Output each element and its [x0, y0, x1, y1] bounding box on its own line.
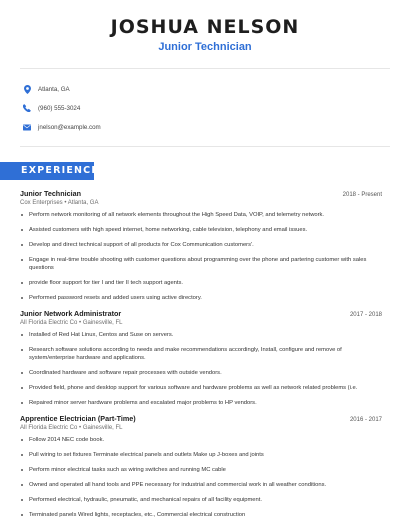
contact-email [20, 118, 390, 136]
job-location: Gainesville, FL [82, 425, 123, 431]
location-text: Atlanta, GA [38, 85, 70, 93]
job-dates: 2016 - 2017 [349, 417, 382, 423]
job-entry [20, 414, 382, 519]
separator-dot: • [79, 425, 83, 431]
contact-location [20, 80, 390, 98]
bullet-item: Provided field, phone and desktop support for various software and hardware problems as well as network related problems (i.e. [20, 384, 382, 392]
bullet-item: Pull wiring to set fixtures Terminate electrical panels and outlets Make up J-boxes and joints [20, 451, 382, 459]
job-bullets [20, 436, 382, 519]
bullet-item: Terminated panels Wired lights, receptacles, etc., Commercial electrical construction [20, 511, 382, 519]
job-company: Cox Enterprises [20, 200, 63, 206]
bullet-item: Coordinated hardware and software repair processes with outside vendors. [20, 369, 382, 377]
contact-info [20, 80, 390, 137]
job-company-line [20, 320, 382, 326]
bullet-item: provide floor support for tier I and tier II tech support agents. [20, 279, 382, 287]
bullet-item: Perform network monitoring of all network elements throughout the High Speed Data, VOIP, and telemetry network. [20, 211, 382, 219]
phone-text: (960) 555-3024 [38, 104, 81, 112]
job-location: Gainesville, FL [82, 320, 123, 326]
bullet-item: Perform minor electrical tasks such as wiring switches and running MC cable [20, 466, 382, 474]
mail-icon [23, 123, 31, 131]
job-dates: 2018 - Present [342, 192, 382, 198]
bullet-item: Follow 2014 NEC code book. [20, 436, 382, 444]
job-entry [20, 309, 382, 407]
job-bullets [20, 211, 382, 302]
job-company: All Florida Electric Co [20, 425, 78, 431]
job-entry [20, 189, 382, 302]
bullet-item: Owned and operated all hand tools and PPE necessary for industrial and commercial work in all weather conditions. [20, 481, 382, 489]
job-location: Atlanta, GA [67, 200, 99, 206]
divider [20, 146, 390, 147]
job-title: Junior Network Administrator [20, 309, 122, 318]
candidate-role: Junior Technician [158, 41, 252, 53]
job-company: All Florida Electric Co [20, 320, 78, 326]
bullet-item: Repaired minor server hardware problems and escalated major problems to HP vendors. [20, 399, 382, 407]
resume-header [0, 0, 410, 53]
section-heading-experience: EXPERIENCE [0, 162, 94, 180]
job-dates: 2017 - 2018 [349, 312, 382, 318]
bullet-item: Engage in real-time trouble shooting with customer questions about programming over the phone and partering customer with sales questions [20, 256, 382, 272]
candidate-name: JOSHUA NELSON [110, 16, 300, 38]
experience-list [20, 189, 382, 526]
divider [20, 68, 390, 69]
job-title: Apprentice Electrician (Part-Time) [20, 414, 136, 423]
job-company-line [20, 200, 382, 206]
job-company-line [20, 425, 382, 431]
bullet-item: Performed password resets and added users using active directory. [20, 294, 382, 302]
separator-dot: • [64, 200, 68, 206]
bullet-item: Assisted customers with high speed internet, home networking, cable television, telephony and email issues. [20, 226, 382, 234]
contact-phone [20, 99, 390, 117]
bullet-item: Installed of Red Hat Linux, Centos and Suse on servers. [20, 331, 382, 339]
bullet-item: Performed electrical, hydraulic, pneumatic, and mechanical repairs of all facility equipment. [20, 496, 382, 504]
email-text: jnelson@example.com [38, 123, 101, 131]
bullet-item: Develop and direct technical support of all products for Cox Communication customers'. [20, 241, 382, 249]
bullet-item: Research software solutions according to needs and make recommendations accordingly, Install, configure and remove of system/enterprise hardware and applications. [20, 346, 382, 362]
phone-icon [23, 104, 31, 112]
location-pin-icon [23, 85, 31, 93]
separator-dot: • [79, 320, 83, 326]
job-bullets [20, 331, 382, 407]
job-title: Junior Technician [20, 189, 81, 198]
